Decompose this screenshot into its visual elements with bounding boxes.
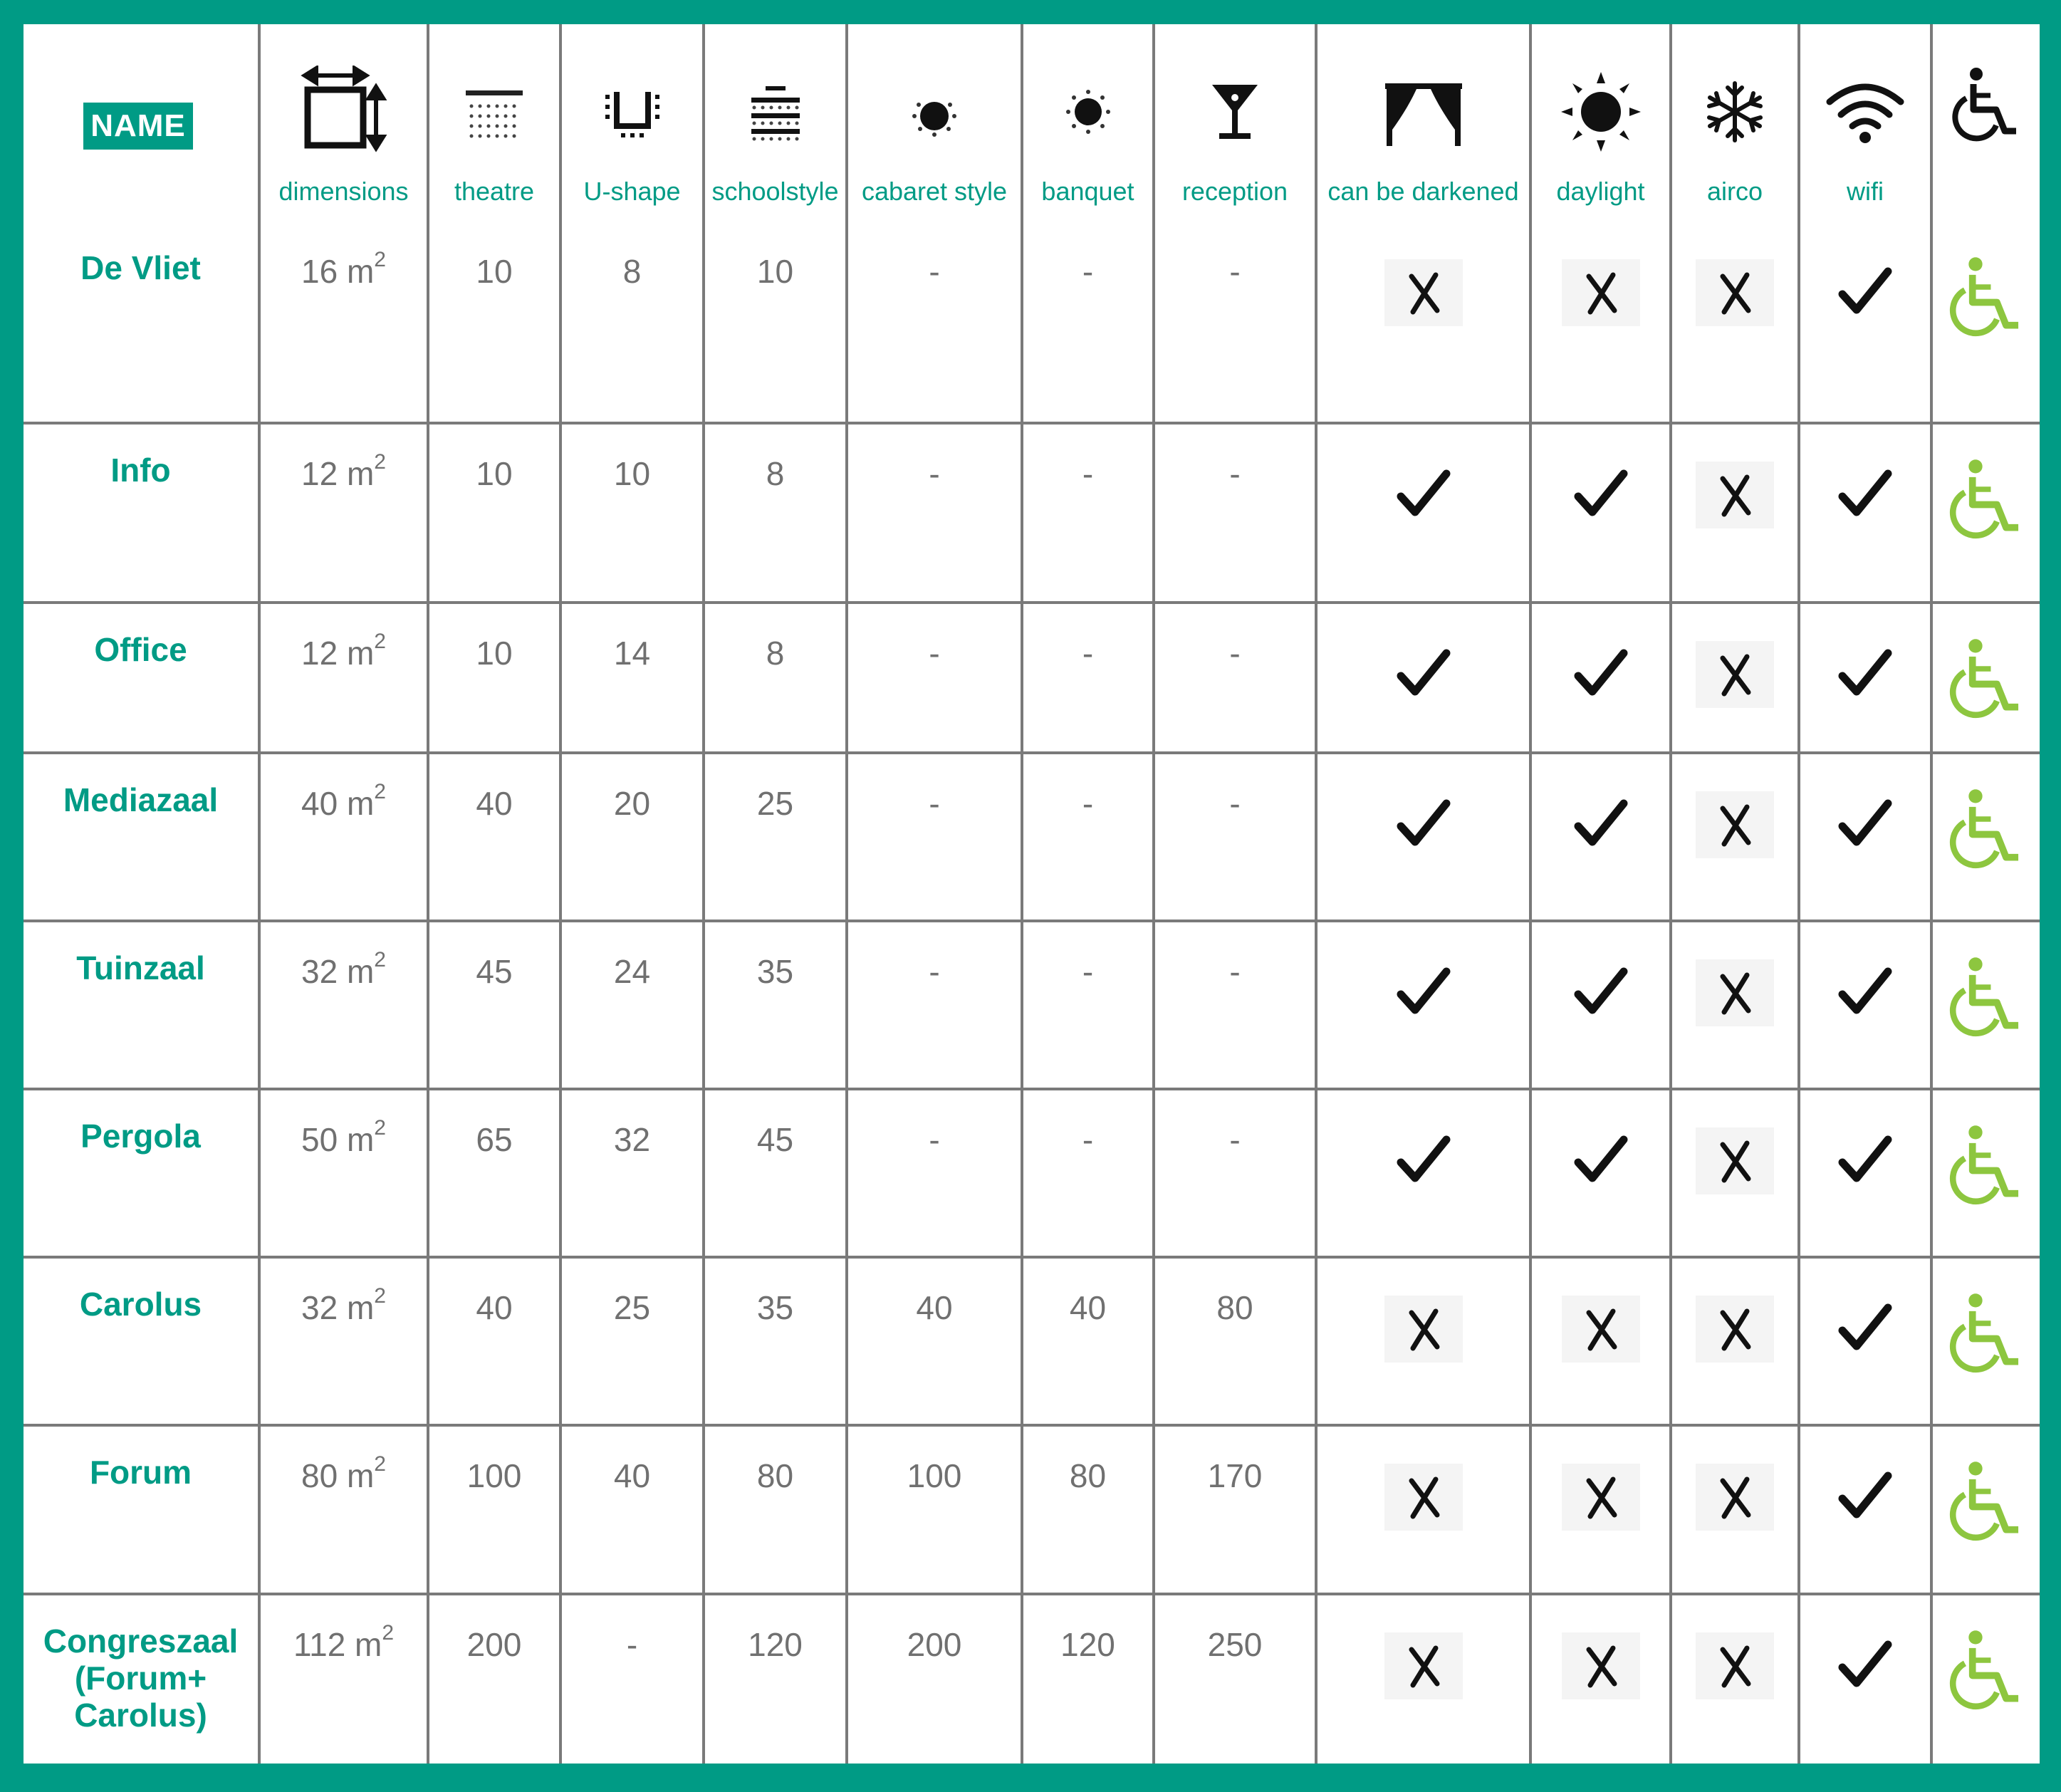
theatre-cell <box>428 1425 560 1593</box>
room-name: Carolus <box>79 1286 202 1323</box>
schoolstyle-cell <box>704 753 847 921</box>
reception-cell <box>1154 1089 1316 1257</box>
column-header-banquet <box>1022 24 1154 222</box>
cabaret-value: - <box>929 455 940 493</box>
dimensions-value: 12 m <box>301 455 375 493</box>
daylight-cell <box>1530 603 1671 752</box>
reception-value: - <box>1229 784 1241 822</box>
reception-cell <box>1154 603 1316 752</box>
theatre-cell <box>428 1089 560 1257</box>
reception-cell <box>1154 753 1316 921</box>
check-icon <box>1395 1132 1452 1189</box>
reception-value: - <box>1229 635 1241 672</box>
check-icon <box>1572 646 1629 703</box>
darkened-cell <box>1316 603 1530 752</box>
room-name-cell <box>24 1425 259 1593</box>
wifi-icon <box>1822 76 1908 147</box>
column-label-wifi: wifi <box>1847 177 1884 206</box>
wifi-cell <box>1799 921 1931 1089</box>
darkened-cell <box>1316 921 1530 1089</box>
daylight-cell <box>1530 1425 1671 1593</box>
banquet-value: 80 <box>1069 1457 1107 1495</box>
check-icon <box>1395 467 1452 523</box>
banquet-value: 120 <box>1060 1625 1115 1663</box>
check-icon <box>1572 1132 1629 1189</box>
ushape-value: - <box>626 1625 638 1663</box>
dimensions-value: 12 m <box>301 635 375 672</box>
ushape-cell <box>560 1425 704 1593</box>
cross-icon <box>1562 1632 1640 1699</box>
reception-cell <box>1154 1594 1316 1764</box>
area-unit-exponent: 2 <box>374 947 386 971</box>
wheelchair-accessible-icon <box>1949 1459 2023 1543</box>
room-name: Congreszaal (Forum+ Carolus) <box>43 1622 239 1734</box>
reception-value: 250 <box>1207 1625 1263 1663</box>
accessible-cell <box>1931 921 2040 1089</box>
column-header-airco <box>1671 24 1799 222</box>
ushape-value: 8 <box>622 253 642 290</box>
column-header-daylight <box>1530 24 1671 222</box>
check-icon <box>1837 467 1894 523</box>
theatre-cell <box>428 222 560 423</box>
accessible-cell <box>1931 603 2040 752</box>
schoolstyle-cell <box>704 1425 847 1593</box>
name-header <box>24 24 259 222</box>
table-row <box>24 753 2040 921</box>
theatre-value: 10 <box>476 455 513 493</box>
room-name: Mediazaal <box>63 781 219 818</box>
darkened-cell <box>1316 1594 1530 1764</box>
banquet-cell <box>1022 753 1154 921</box>
theatre-value: 10 <box>476 635 513 672</box>
table-row <box>24 1257 2040 1425</box>
cross-icon <box>1384 1632 1463 1699</box>
dimensions-value: 112 m <box>293 1625 382 1663</box>
wheelchair-accessible-icon <box>1949 1628 2023 1712</box>
name-badge: NAME <box>83 103 193 150</box>
check-icon <box>1837 646 1894 703</box>
reception-cell <box>1154 423 1316 603</box>
dimensions-cell <box>259 753 428 921</box>
dimensions-value: 40 m <box>301 784 375 822</box>
check-icon <box>1837 1301 1894 1358</box>
daylight-cell <box>1530 423 1671 603</box>
schoolstyle-value: 35 <box>756 1289 794 1327</box>
darkened-cell <box>1316 1089 1530 1257</box>
theatre-cell <box>428 603 560 752</box>
ushape-value: 20 <box>613 784 651 822</box>
reception-value: - <box>1229 253 1241 290</box>
ushape-value: 14 <box>613 635 651 672</box>
accessible-cell <box>1931 423 2040 603</box>
cross-icon <box>1562 259 1640 326</box>
cabaret-cell <box>847 1425 1022 1593</box>
column-header-ushape <box>560 24 704 222</box>
ushape-cell <box>560 222 704 423</box>
column-header-accessible <box>1931 24 2040 222</box>
cross-icon <box>1696 791 1774 858</box>
ushape-cell <box>560 603 704 752</box>
ushape-cell <box>560 1257 704 1425</box>
schoolstyle-value: 35 <box>756 952 794 990</box>
cabaret-value: - <box>929 784 940 822</box>
wifi-cell <box>1799 753 1931 921</box>
accessible-cell <box>1931 1425 2040 1593</box>
cabaret-value: - <box>929 952 940 990</box>
daylight-cell <box>1530 1089 1671 1257</box>
airco-cell <box>1671 753 1799 921</box>
area-unit-exponent: 2 <box>374 779 386 803</box>
dimensions-cell <box>259 1089 428 1257</box>
schoolstyle-value: 45 <box>756 1121 794 1159</box>
room-name-cell <box>24 603 259 752</box>
area-unit-exponent: 2 <box>374 1452 386 1476</box>
column-header-darkened <box>1316 24 1530 222</box>
banquet-cell <box>1022 1089 1154 1257</box>
schoolstyle-layout-icon <box>740 76 811 147</box>
wifi-cell <box>1799 1257 1931 1425</box>
theatre-cell <box>428 423 560 603</box>
banquet-cell <box>1022 222 1154 423</box>
banquet-value: - <box>1082 455 1094 493</box>
cross-icon <box>1696 1296 1774 1363</box>
theatre-value: 40 <box>476 1289 513 1327</box>
banquet-value: - <box>1082 1121 1094 1159</box>
check-icon <box>1572 796 1629 853</box>
schoolstyle-cell <box>704 1594 847 1764</box>
cabaret-value: 200 <box>907 1625 962 1663</box>
cabaret-value: 40 <box>916 1289 953 1327</box>
theatre-layout-icon <box>459 76 530 147</box>
wheelchair-accessible-icon <box>1949 457 2023 541</box>
daylight-cell <box>1530 222 1671 423</box>
airco-cell <box>1671 1425 1799 1593</box>
banquet-value: 40 <box>1069 1289 1107 1327</box>
cabaret-cell <box>847 753 1022 921</box>
room-name: Info <box>110 452 171 489</box>
theatre-value: 200 <box>466 1625 522 1663</box>
banquet-value: - <box>1082 952 1094 990</box>
darkened-cell <box>1316 1425 1530 1593</box>
column-header-schoolstyle <box>704 24 847 222</box>
airco-cell <box>1671 603 1799 752</box>
cabaret-layout-icon <box>899 76 970 147</box>
reception-value: - <box>1229 952 1241 990</box>
wifi-cell <box>1799 222 1931 423</box>
sun-icon <box>1558 69 1644 155</box>
ushape-value: 40 <box>613 1457 651 1495</box>
table-row <box>24 1594 2040 1764</box>
darkened-cell <box>1316 753 1530 921</box>
cross-icon <box>1562 1464 1640 1531</box>
column-header-theatre <box>428 24 560 222</box>
dimensions-cell <box>259 222 428 423</box>
dimensions-cell <box>259 1425 428 1593</box>
dimensions-cell <box>259 423 428 603</box>
airco-cell <box>1671 222 1799 423</box>
check-icon <box>1837 1469 1894 1526</box>
theatre-value: 100 <box>466 1457 522 1495</box>
room-name-cell <box>24 1257 259 1425</box>
cabaret-cell <box>847 222 1022 423</box>
column-label-banquet: banquet <box>1041 177 1134 206</box>
column-label-daylight: daylight <box>1556 177 1645 206</box>
check-icon <box>1837 264 1894 321</box>
wheelchair-accessible-icon <box>1949 637 2023 721</box>
wheelchair-icon <box>1952 66 2020 144</box>
column-label-reception: reception <box>1181 177 1288 206</box>
banquet-value: - <box>1082 784 1094 822</box>
ushape-cell <box>560 753 704 921</box>
schoolstyle-cell <box>704 1257 847 1425</box>
wheelchair-accessible-icon <box>1949 787 2023 871</box>
dimensions-cell <box>259 1257 428 1425</box>
curtains-icon <box>1381 76 1466 147</box>
check-icon <box>1837 1132 1894 1189</box>
cross-icon <box>1696 259 1774 326</box>
airco-cell <box>1671 423 1799 603</box>
wifi-cell <box>1799 1594 1931 1764</box>
check-icon <box>1837 964 1894 1021</box>
reception-value: 170 <box>1207 1457 1263 1495</box>
theatre-cell <box>428 1257 560 1425</box>
column-label-schoolstyle: schoolstyle <box>711 177 839 206</box>
check-icon <box>1837 796 1894 853</box>
meeting-rooms-table <box>24 24 2040 1764</box>
table-row <box>24 603 2040 752</box>
accessible-cell <box>1931 1257 2040 1425</box>
check-icon <box>1837 1637 1894 1694</box>
daylight-cell <box>1530 921 1671 1089</box>
area-unit-exponent: 2 <box>374 1116 386 1140</box>
room-name: De Vliet <box>80 249 201 286</box>
banquet-cell <box>1022 423 1154 603</box>
banquet-cell <box>1022 1594 1154 1764</box>
room-name-cell <box>24 222 259 423</box>
wifi-cell <box>1799 1425 1931 1593</box>
room-name: Tuinzaal <box>76 949 205 986</box>
check-icon <box>1395 796 1452 853</box>
ushape-value: 24 <box>613 952 651 990</box>
cross-icon <box>1562 1296 1640 1363</box>
table-row <box>24 222 2040 423</box>
darkened-cell <box>1316 423 1530 603</box>
cross-icon <box>1696 641 1774 708</box>
wheelchair-accessible-icon <box>1949 255 2023 339</box>
rooms-table-body <box>24 222 2040 1764</box>
theatre-cell <box>428 921 560 1089</box>
reception-value: 80 <box>1216 1289 1253 1327</box>
room-name-cell <box>24 1594 259 1764</box>
cross-icon <box>1696 1127 1774 1194</box>
reception-cell <box>1154 1425 1316 1593</box>
dimensions-cell <box>259 1594 428 1764</box>
column-header-cabaret <box>847 24 1022 222</box>
schoolstyle-cell <box>704 222 847 423</box>
dimensions-cell <box>259 603 428 752</box>
banquet-value: - <box>1082 253 1094 290</box>
banquet-value: - <box>1082 635 1094 672</box>
schoolstyle-value: 25 <box>756 784 794 822</box>
cross-icon <box>1696 1632 1774 1699</box>
room-name-cell <box>24 1089 259 1257</box>
theatre-cell <box>428 753 560 921</box>
dimensions-value: 32 m <box>301 952 375 990</box>
airco-cell <box>1671 1594 1799 1764</box>
daylight-cell <box>1530 1594 1671 1764</box>
darkened-cell <box>1316 222 1530 423</box>
cabaret-value: - <box>929 253 940 290</box>
accessible-cell <box>1931 222 2040 423</box>
cabaret-value: - <box>929 635 940 672</box>
cabaret-value: 100 <box>907 1457 962 1495</box>
dimensions-icon <box>298 66 390 158</box>
banquet-cell <box>1022 921 1154 1089</box>
ushape-cell <box>560 1594 704 1764</box>
wifi-cell <box>1799 423 1931 603</box>
cross-icon <box>1384 1464 1463 1531</box>
table-row <box>24 1089 2040 1257</box>
column-header-reception <box>1154 24 1316 222</box>
column-header-wifi <box>1799 24 1931 222</box>
reception-value: - <box>1229 455 1241 493</box>
airco-cell <box>1671 1257 1799 1425</box>
column-label-darkened: can be darkened <box>1327 177 1519 206</box>
table-row <box>24 423 2040 603</box>
reception-cell <box>1154 1257 1316 1425</box>
column-label-ushape: U-shape <box>583 177 681 206</box>
column-label-theatre: theatre <box>454 177 535 206</box>
cocktail-glass-icon <box>1199 76 1270 147</box>
dimensions-value: 50 m <box>301 1121 375 1159</box>
schoolstyle-value: 80 <box>756 1457 794 1495</box>
cabaret-cell <box>847 1089 1022 1257</box>
ushape-value: 25 <box>613 1289 651 1327</box>
banquet-cell <box>1022 603 1154 752</box>
dimensions-value: 16 m <box>301 253 375 290</box>
cabaret-cell <box>847 603 1022 752</box>
schoolstyle-value: 120 <box>748 1625 803 1663</box>
reception-cell <box>1154 921 1316 1089</box>
schoolstyle-value: 10 <box>756 253 794 290</box>
reception-cell <box>1154 222 1316 423</box>
check-icon <box>1395 646 1452 703</box>
schoolstyle-cell <box>704 423 847 603</box>
banquet-layout-icon <box>1053 76 1124 147</box>
cross-icon <box>1384 259 1463 326</box>
area-unit-exponent: 2 <box>382 1620 395 1645</box>
area-unit-exponent: 2 <box>374 450 386 474</box>
cross-icon <box>1696 462 1774 528</box>
ushape-cell <box>560 921 704 1089</box>
check-icon <box>1572 467 1629 523</box>
dimensions-value: 32 m <box>301 1289 375 1327</box>
cross-icon <box>1384 1296 1463 1363</box>
accessible-cell <box>1931 1594 2040 1764</box>
dimensions-cell <box>259 921 428 1089</box>
u-shape-layout-icon <box>597 76 668 147</box>
area-unit-exponent: 2 <box>374 248 386 271</box>
reception-value: - <box>1229 1121 1241 1159</box>
daylight-cell <box>1530 753 1671 921</box>
column-label-airco: airco <box>1706 177 1763 206</box>
theatre-value: 45 <box>476 952 513 990</box>
ushape-cell <box>560 423 704 603</box>
wifi-cell <box>1799 1089 1931 1257</box>
schoolstyle-cell <box>704 921 847 1089</box>
column-label-dimensions: dimensions <box>278 177 409 206</box>
cross-icon <box>1696 1464 1774 1531</box>
check-icon <box>1572 964 1629 1021</box>
daylight-cell <box>1530 1257 1671 1425</box>
check-icon <box>1395 964 1452 1021</box>
theatre-cell <box>428 1594 560 1764</box>
schoolstyle-value: 8 <box>766 635 785 672</box>
ushape-value: 10 <box>613 455 651 493</box>
cross-icon <box>1696 959 1774 1026</box>
room-name-cell <box>24 753 259 921</box>
schoolstyle-cell <box>704 603 847 752</box>
cabaret-cell <box>847 1594 1022 1764</box>
darkened-cell <box>1316 1257 1530 1425</box>
schoolstyle-cell <box>704 1089 847 1257</box>
theatre-value: 65 <box>476 1121 513 1159</box>
room-name: Forum <box>89 1454 192 1491</box>
area-unit-exponent: 2 <box>374 630 386 654</box>
accessible-cell <box>1931 753 2040 921</box>
ushape-value: 32 <box>613 1121 651 1159</box>
snowflake-icon <box>1699 76 1770 147</box>
cabaret-cell <box>847 921 1022 1089</box>
wheelchair-accessible-icon <box>1949 1291 2023 1375</box>
room-name-cell <box>24 423 259 603</box>
wheelchair-accessible-icon <box>1949 955 2023 1039</box>
room-name: Office <box>94 631 187 669</box>
airco-cell <box>1671 921 1799 1089</box>
accessible-cell <box>1931 1089 2040 1257</box>
area-unit-exponent: 2 <box>374 1284 386 1308</box>
banquet-cell <box>1022 1425 1154 1593</box>
header-row <box>24 24 2040 222</box>
theatre-value: 40 <box>476 784 513 822</box>
theatre-value: 10 <box>476 253 513 290</box>
banquet-cell <box>1022 1257 1154 1425</box>
table-row <box>24 921 2040 1089</box>
dimensions-value: 80 m <box>301 1457 375 1495</box>
airco-cell <box>1671 1089 1799 1257</box>
cabaret-cell <box>847 1257 1022 1425</box>
cabaret-value: - <box>929 1121 940 1159</box>
wifi-cell <box>1799 603 1931 752</box>
room-name: Pergola <box>80 1118 201 1155</box>
cabaret-cell <box>847 423 1022 603</box>
column-header-dimensions <box>259 24 428 222</box>
wheelchair-accessible-icon <box>1949 1123 2023 1207</box>
column-label-cabaret: cabaret style <box>861 177 1008 206</box>
schoolstyle-value: 8 <box>766 455 785 493</box>
table-row <box>24 1425 2040 1593</box>
ushape-cell <box>560 1089 704 1257</box>
room-name-cell <box>24 921 259 1089</box>
